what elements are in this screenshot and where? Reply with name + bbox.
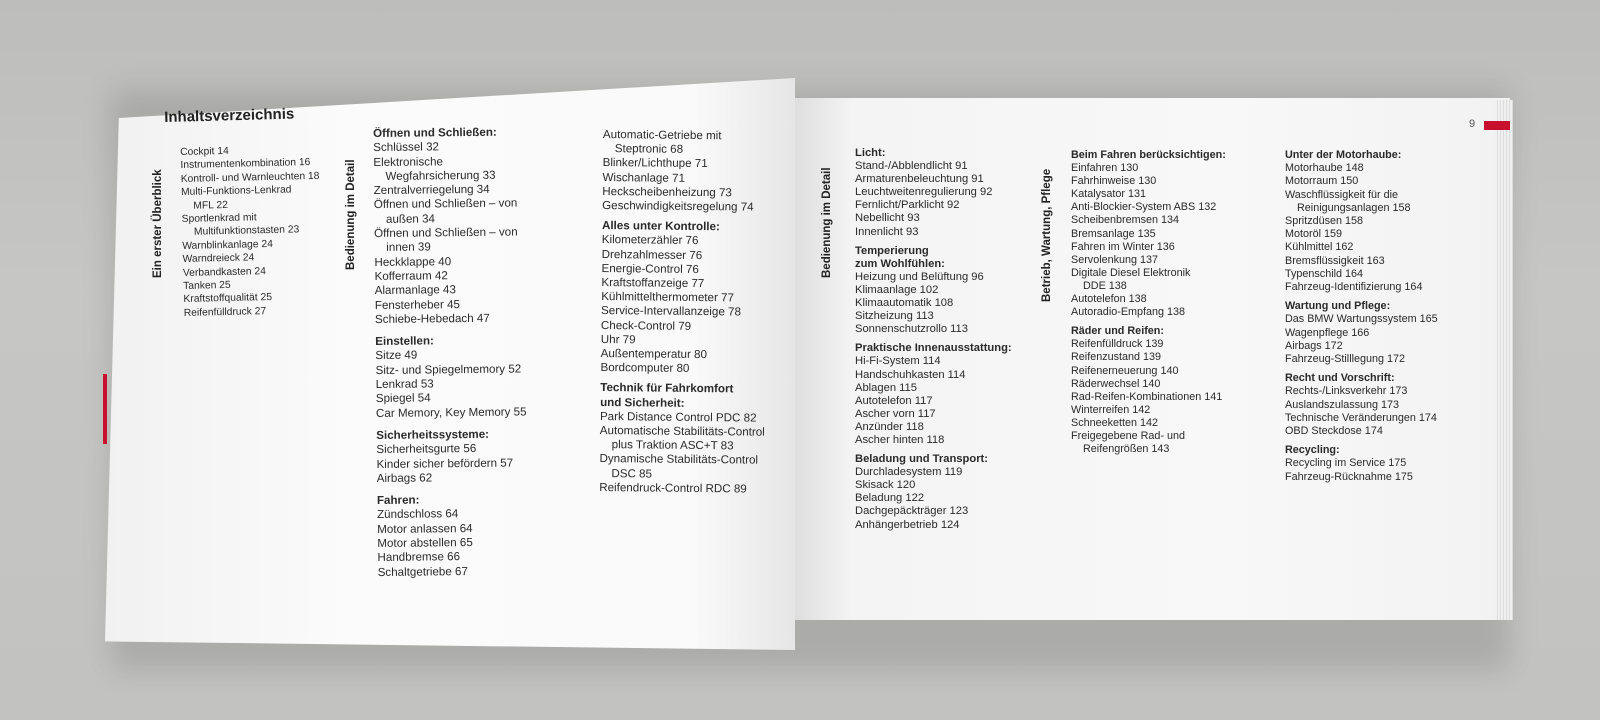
toc-entry: Motor abstellen 65 [377, 535, 473, 550]
toc-column-service-2 [1285, 149, 1438, 484]
toc-entry: Hi-Fi-System 114 [855, 355, 941, 368]
toc-heading: Alles unter Kontrolle: [601, 219, 720, 234]
toc-entry: Instrumentenkombination 16 [180, 157, 311, 172]
toc-entry: Warnblinkanlage 24 [182, 238, 274, 252]
section-label-service: Betrieb, Wartung, Pflege [1041, 168, 1053, 302]
toc-entry: Freigegebene Rad- und [1071, 429, 1186, 442]
toc-entry: Spritzdüsen 158 [1285, 215, 1364, 228]
toc-entry: Fahrhinweise 130 [1071, 175, 1157, 188]
toc-entry: Park Distance Control PDC 82 [599, 409, 757, 425]
toc-entry: Einfahren 130 [1071, 162, 1139, 175]
toc-entry: Geschwindigkeitsregelung 74 [602, 199, 754, 214]
toc-entry: Reifengrößen 143 [1083, 443, 1170, 456]
toc-heading: Einstellen: [375, 334, 434, 349]
toc-entry: Zündschloss 64 [376, 507, 459, 522]
page-number: 9 [1469, 118, 1476, 130]
toc-entry: Cockpit 14 [180, 145, 229, 158]
toc-entry: Automatische Stabilitäts-Control [599, 424, 765, 439]
toc-entry: Anzünder 118 [855, 420, 924, 433]
toc-heading: und Sicherheit: [600, 395, 685, 410]
toc-heading: Licht: [855, 147, 886, 159]
toc-entry: Kilometerzähler 76 [601, 233, 699, 248]
toc-entry: plus Traktion ASC+T 83 [611, 438, 734, 453]
toc-entry: Ascher hinten 118 [855, 433, 945, 446]
toc-entry: Blinker/Lichthupe 71 [602, 156, 708, 171]
toc-entry: Dachgepäckträger 123 [855, 505, 969, 518]
toc-entry: Handschuhkasten 114 [855, 368, 966, 381]
toc-entry: Sitze 49 [375, 349, 418, 363]
toc-entry: Armaturenbeleuchtung 91 [855, 173, 984, 186]
toc-entry: Anti-Blockier-System ABS 132 [1071, 201, 1217, 214]
toc-entry: Energie-Control 76 [601, 261, 699, 276]
toc-entry: Nebellicht 93 [855, 212, 920, 225]
toc-entry: Tanken 25 [183, 279, 231, 293]
toc-entry: Sportlenkrad mit [181, 212, 257, 226]
toc-entry: Drehzahlmesser 76 [601, 247, 703, 262]
toc-column-overview [180, 143, 323, 320]
toc-entry: DDE 138 [1083, 279, 1127, 292]
toc-entry: Kofferraum 42 [374, 269, 448, 283]
toc-entry: Warndreieck 24 [182, 252, 255, 266]
section-label-overview: Ein erster Überblick [152, 169, 164, 278]
toc-entry: Auslandszulassung 173 [1285, 398, 1400, 411]
toc-column-detail-2 [599, 128, 768, 497]
toc-column-detail-1 [373, 125, 528, 579]
toc-entry: Fensterheber 45 [374, 297, 461, 312]
toc-entry: Kontroll- und Warnleuchten 18 [180, 170, 320, 185]
toc-entry: Recycling im Service 175 [1285, 457, 1407, 470]
toc-entry: Dynamische Stabilitäts-Control [599, 452, 759, 468]
toc-entry: Autotelefon 138 [1071, 293, 1147, 306]
toc-entry: Winterreifen 142 [1071, 403, 1151, 416]
toc-entry: Spiegel 54 [375, 391, 431, 406]
toc-entry: Reifenerneuerung 140 [1071, 364, 1179, 377]
toc-entry: Rechts-/Linksverkehr 173 [1285, 385, 1408, 398]
toc-entry: Wischanlage 71 [602, 170, 686, 185]
section-label-detail-left: Bedienung im Detail [345, 159, 357, 270]
toc-heading: Beladung und Transport: [855, 453, 989, 466]
red-section-tab [1484, 121, 1510, 130]
toc-entry: Stand-/Abblendlicht 91 [855, 160, 968, 173]
toc-entry: Uhr 79 [600, 332, 636, 347]
toc-entry: Waschflüssigkeit für die [1285, 188, 1399, 201]
toc-entry: DSC 85 [611, 466, 653, 481]
toc-entry: Fahren im Winter 136 [1071, 240, 1175, 253]
toc-entry: Typenschild 164 [1285, 267, 1364, 280]
toc-entry: Multi-Funktions-Lenkrad [180, 184, 292, 199]
toc-entry: Katalysator 131 [1071, 188, 1147, 201]
toc-heading: Räder und Reifen: [1071, 325, 1164, 338]
toc-entry: Heizung und Belüftung 96 [855, 270, 984, 283]
toc-entry: Motor anlassen 64 [377, 521, 473, 536]
toc-entry: Reifenfülldruck 27 [183, 305, 267, 319]
toc-entry: Check-Control 79 [600, 318, 692, 333]
toc-entry: Schiebe-Hebedach 47 [374, 311, 490, 326]
toc-entry: Öffnen und Schließen – von [373, 196, 518, 212]
toc-entry: Ablagen 115 [855, 381, 918, 394]
toc-entry: Das BMW Wartungssystem 165 [1285, 313, 1438, 326]
toc-entry: innen 39 [386, 240, 431, 255]
toc-entry: Scheibenbremsen 134 [1071, 214, 1180, 227]
toc-entry: Bordcomputer 80 [600, 361, 690, 376]
toc-entry: Kühlmittelthermometer 77 [601, 290, 735, 305]
toc-entry: Beladung 122 [855, 492, 925, 505]
toc-entry: Motoröl 159 [1285, 228, 1343, 241]
toc-entry: Elektronische [373, 154, 444, 169]
toc-entry: Durchladesystem 119 [855, 466, 963, 479]
toc-entry: Außentemperatur 80 [600, 347, 708, 362]
toc-entry: Reinigungsanlagen 158 [1297, 201, 1411, 214]
toc-entry: Sicherheitsgurte 56 [376, 442, 477, 457]
toc-entry: Anhängerbetrieb 124 [855, 518, 960, 531]
toc-entry: Sonnenschutzrollo 113 [855, 323, 968, 336]
toc-entry: Steptronic 68 [614, 142, 684, 157]
toc-entry: Sitz- und Spiegelmemory 52 [375, 362, 522, 377]
toc-entry: Sitzheizung 113 [855, 310, 934, 323]
section-label-detail-right: Bedienung im Detail [821, 167, 833, 278]
toc-entry: Car Memory, Key Memory 55 [375, 405, 527, 420]
toc-entry: Reifenfülldruck 139 [1071, 338, 1164, 351]
toc-entry: Airbags 62 [376, 471, 433, 485]
toc-entry: Autotelefon 117 [855, 394, 933, 407]
toc-entry: Rad-Reifen-Kombinationen 141 [1071, 390, 1223, 403]
toc-entry: Kraftstoffanzeige 77 [601, 276, 705, 291]
toc-entry: Öffnen und Schließen – von [374, 225, 518, 241]
toc-entry: Verbandkasten 24 [182, 265, 267, 279]
toc-entry: Airbags 172 [1285, 339, 1343, 352]
toc-entry: MFL 22 [193, 199, 229, 212]
toc-entry: Kraftstoffqualität 25 [183, 292, 273, 306]
toc-entry: Digitale Diesel Elektronik [1071, 266, 1191, 279]
toc-entry: Fahrzeug-Rücknahme 175 [1285, 470, 1413, 483]
toc-heading: Recht und Vorschrift: [1285, 372, 1395, 385]
toc-entry: Bremsflüssigkeit 163 [1285, 254, 1385, 267]
toc-entry: außen 34 [385, 212, 436, 226]
toc-entry: Schneeketten 142 [1071, 416, 1159, 429]
toc-entry: Lenkrad 53 [375, 377, 434, 392]
toc-heading: Wartung und Pflege: [1285, 300, 1391, 313]
toc-entry: Heckklappe 40 [374, 254, 452, 269]
toc-entry: Bremsanlage 135 [1071, 227, 1156, 240]
toc-entry: Motorhaube 148 [1285, 162, 1364, 175]
toc-entry: Klimaautomatik 108 [855, 297, 954, 310]
toc-entry: Schaltgetriebe 67 [377, 564, 468, 579]
toc-heading: Recycling: [1285, 444, 1340, 457]
toc-entry: Leuchtweitenregulierung 92 [855, 186, 993, 199]
toc-heading: Fahren: [376, 493, 420, 508]
red-page-marker [103, 374, 107, 444]
toc-entry: Fahrzeug-Identifizierung 164 [1285, 281, 1423, 294]
toc-entry: Autoradio-Empfang 138 [1071, 306, 1186, 319]
toc-entry: Zentralverriegelung 34 [373, 182, 490, 198]
toc-entry: Heckscheibenheizung 73 [602, 184, 732, 200]
toc-entry: Klimaanlage 102 [855, 283, 939, 296]
toc-entry: Multifunktionstasten 23 [193, 224, 300, 239]
toc-heading: Technik für Fahrkomfort [600, 381, 734, 396]
toc-entry: Kühlmittel 162 [1285, 241, 1354, 254]
toc-entry: Schlüssel 32 [373, 140, 440, 155]
toc-entry: Reifenzustand 139 [1071, 351, 1162, 364]
toc-entry: Fernlicht/Parklicht 92 [855, 199, 960, 212]
toc-heading: Unter der Motorhaube: [1285, 149, 1402, 161]
toc-heading: Temperierung [855, 244, 929, 257]
toc-entry: Ascher vorn 117 [855, 407, 936, 420]
toc-entry: Wegfahrsicherung 33 [385, 168, 496, 183]
toc-heading: Praktische Innenausstattung: [855, 342, 1012, 355]
toc-entry: Servolenkung 137 [1071, 253, 1159, 266]
toc-entry: Alarmanlage 43 [374, 283, 456, 298]
toc-entry: Kinder sicher befördern 57 [376, 456, 514, 471]
page-stack-edge [1495, 100, 1513, 620]
toc-entry: Motorraum 150 [1285, 175, 1359, 188]
toc-column-service-1 [1071, 149, 1226, 456]
toc-entry: Reifendruck-Control RDC 89 [599, 480, 747, 496]
toc-entry: Automatic-Getriebe mit [602, 128, 722, 143]
toc-heading: Beim Fahren berücksichtigen: [1071, 149, 1226, 161]
toc-heading: Öffnen und Schließen: [373, 125, 497, 140]
toc-entry: Innenlicht 93 [855, 225, 919, 238]
toc-entry: Räderwechsel 140 [1071, 377, 1161, 390]
toc-heading: Sicherheitssysteme: [376, 427, 490, 442]
toc-entry: OBD Steckdose 174 [1285, 425, 1383, 438]
toc-column-detail-3 [855, 147, 1012, 532]
toc-entry: Handbremse 66 [377, 550, 461, 565]
toc-heading: zum Wohlfühlen: [855, 257, 945, 270]
toc-entry: Service-Intervallanzeige 78 [601, 304, 742, 319]
toc-entry: Wagenpflege 166 [1285, 326, 1370, 339]
toc-entry: Fahrzeug-Stilllegung 172 [1285, 353, 1406, 366]
toc-entry: Technische Veränderungen 174 [1285, 411, 1437, 424]
toc-title: Inhaltsverzeichnis [164, 105, 295, 126]
toc-entry: Skisack 120 [855, 479, 916, 492]
